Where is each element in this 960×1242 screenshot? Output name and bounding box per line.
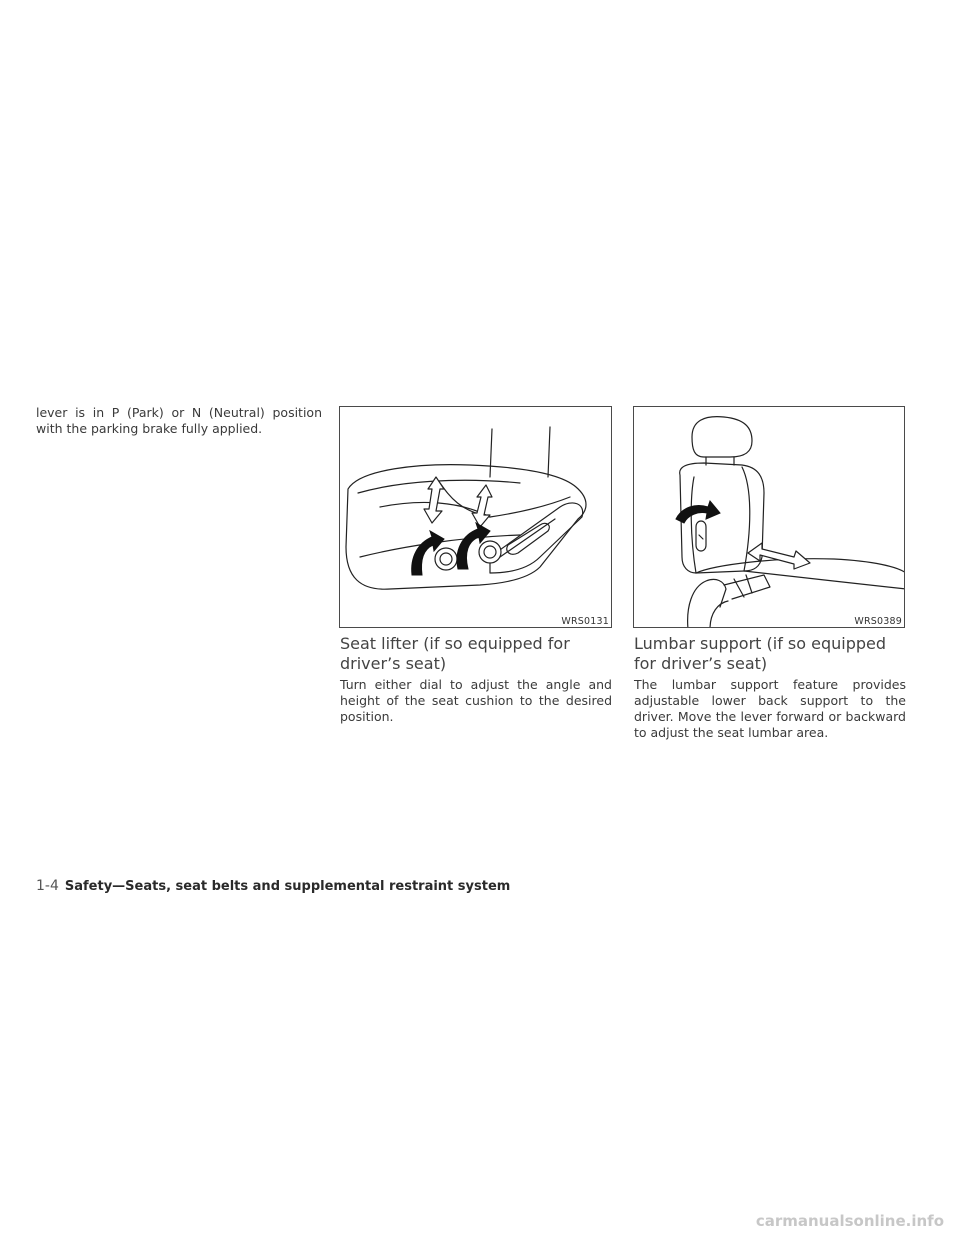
figure-code: WRS0389 bbox=[854, 616, 902, 627]
lumbar-support-heading: Lumbar support (if so equipped for driver’s seat) bbox=[634, 634, 887, 673]
page-number: 1-4 bbox=[36, 878, 59, 894]
seat-lifter-heading: Seat lifter (if so equipped for driver’s seat) bbox=[340, 634, 570, 673]
seat-lifter-illustration bbox=[339, 406, 612, 628]
seat-lifter-body: Turn either dial to adjust the angle and height of the seat cushion to the desired position. bbox=[340, 677, 612, 724]
intro-paragraph: lever is in P (Park) or N (Neutral) position with the parking brake fully applied. bbox=[36, 405, 322, 436]
page-footer bbox=[36, 877, 510, 896]
figure-code: WRS0131 bbox=[561, 616, 609, 627]
lumbar-support-illustration bbox=[633, 406, 905, 628]
seat-lifter-drawing bbox=[340, 407, 612, 628]
chapter-title: Safety—Seats, seat belts and supplemental restraint system bbox=[64, 879, 511, 894]
lumbar-support-body: The lumbar support feature provides adjustable lower back support to the driver. Move the lever forward or backward to adjust the seat lumbar area. bbox=[634, 677, 906, 740]
watermark: carmanualsonline.info bbox=[755, 1212, 944, 1230]
lumbar-support-drawing bbox=[634, 407, 905, 628]
